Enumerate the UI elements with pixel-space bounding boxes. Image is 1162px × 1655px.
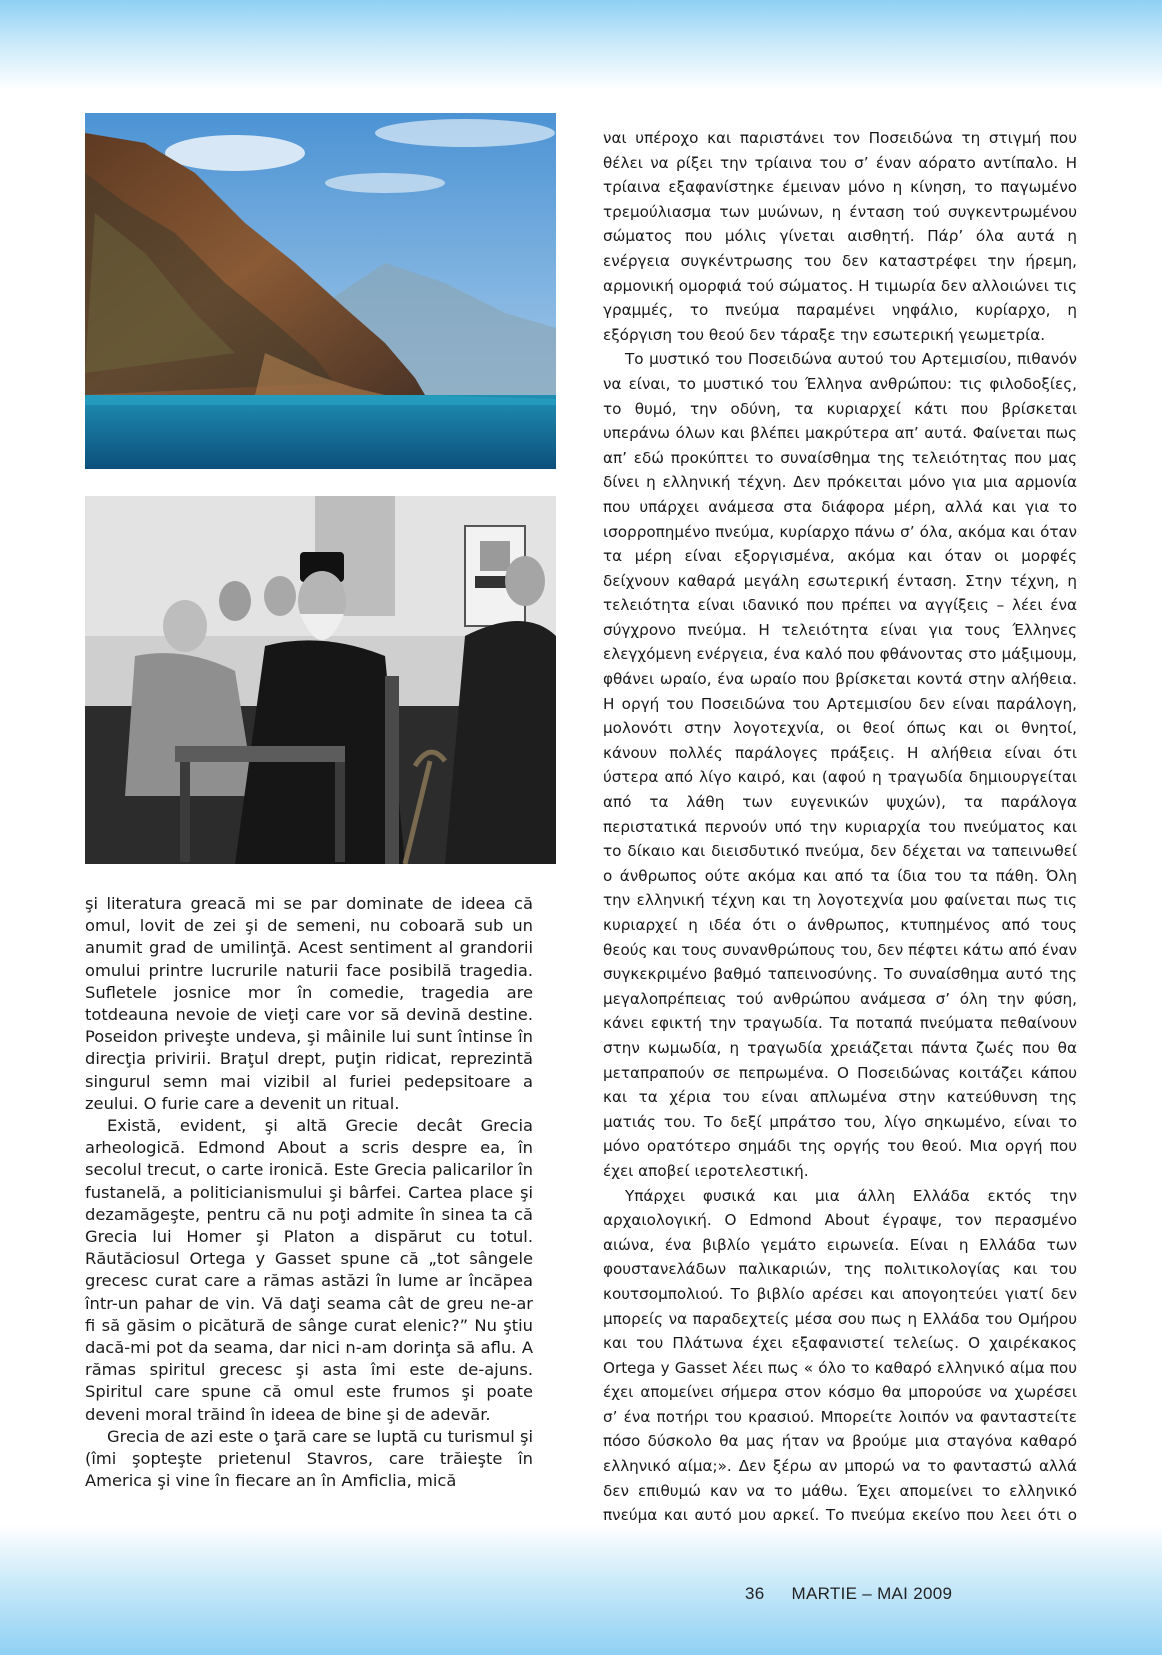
right-text-column bbox=[603, 126, 1077, 1577]
left-paragraph-1: şi literatura greacă mi se par dominate de ideea că omul, lovit de zei şi de semeni, nu coboară sub un anumit grad de umilinţă. Acest sentiment al grandorii omului printre lucrurile naturii face posibilă tragedia. Sufletele josnice mor în comedie, tragedia are totdeauna nevoie de vieţi care vor să devină destine. Poseidon priveşte undeva, şi mâinile lui sunt întinse în direcţia privirii. Braţul drept, puţin ridicat, reprezintă singurul semn mai vizibil al furiei pedepsitoare a zeului. O furie care a devenit un ritual. bbox=[85, 894, 533, 1113]
page-number: 36 bbox=[745, 1584, 765, 1603]
villagers-photo bbox=[85, 496, 556, 864]
left-paragraph-3: Grecia de azi este o ţară care se luptă cu turismul şi (îmi şopteşte prietenul Stavros, care trăieşte în America şi vine în fiecare an în Amficlia, mică bbox=[85, 1426, 533, 1491]
right-paragraph-2: Το μυστικό του Ποσειδώνα αυτού του Αρτεμισίου, πιθανόν να είναι, το μυστικό του Έλληνα ανθρώπου: τις φιλοδοξίες, το θυμό, την οδύνη, τα κυριαρχεί κάτι που βρίσκεται υπεράνω όλων και βλέπει μακρύτερα απ’ αυτά. Φαίνεται πως απ’ εδώ προκύπτει το συναίσθημα της τελειότητας που μας δίνει η ελληνική τέχνη. Δεν πρόκειται μόνο για μια αρμονία που υπάρχει ανάμεσα στα διάφορα μέρη, αλλά και για το ισορροπημένο πνεύμα, κυρίαρχο πάνω σ’ όλα, ακόμα και όταν τα μέρη είναι εξοργισμένα, ακόμα και όταν οι μορφές δείχνουν καθαρά μεγάλη εσωτερική ένταση. Στην τέχνη, η τελειότητα είναι ιδανικό που πρέπει να αγγίξεις – λέει ένα σύγχρονο πνεύμα. Η τελειότητα είναι για τους Έλληνες ελεγχόμενη ενέργεια, ένα καλό που φθάνοντας στο μάξιμουμ, φθάνει ωραίο, ένα ωραίο που βρίσκεται κοντά στην αλήθεια. Η οργή του Ποσειδώνα του Αρτεμισίου δεν είναι παράλογη, μολονότι στην λογοτεχνία, οι θεοί όπως και οι θνητοί, κάνουν πολλές παράλογες πράξεις. Η αλήθεια είναι ότι ύστερα από λίγο καιρό, και (αφού η τραγωδία δημιουργείται από τα λάθη των ευγενικών ψυχών), τα παράλογα περιστατικά περνούν υπό την κυριαρχία του πνεύματος και το δίκαιο και διεισδυτικό πνεύμα, δεν δέχεται να ταπεινωθεί ο άνθρωπος ούτε ακόμα και από τα ίδια του τα πάθη. Όλη την ελληνική τέχνη και τη λογοτεχνία μου φαίνεται πως τις κυριαρχεί η ιδέα ότι ο άνθρωπος, κτυπημένος από τους θεούς και τους συνανθρώπους του, δεν πέφτει κάτω από έναν συγκεκριμένο βαθμό ταπεινοσύνης. Το συναίσθημα αυτό της μεγαλοπρέπειας τού ανθρώπου ανάμεσα σ’ όλη την φύση, κάνει εφικτή την τραγωδία. Τα ποταπά πνεύματα πεθαίνουν στην κωμωδία, η τραγωδία χρειάζεται πάντα ζωές που θα μεταπραπούν σε πεπρωμένα. Ο Ποσειδώνας κοιτάζει κάπου και τα χέρια του είναι απλωμένα στην κατεύθυνση της ματιάς του. Το δεξί μπράτσο του, λίγο σηκωμένο, είναι το μόνο ορατότερο σημάδι της οργής του θεού. Μια οργή που έχει αποβεί ιεροτελεστική. bbox=[603, 350, 1077, 1180]
bottom-gradient-band bbox=[0, 1525, 1162, 1655]
right-paragraph-3: Υπάρχει φυσικά και μια άλλη Ελλάδα εκτός την αρχαιολογική. Ο Edmond About έγραψε, τον περασμένο αιώνα, ένα βιβλίο γεμάτο ειρωνεία. Είναι η Ελλάδα των φουστανελάδων παλικαριών, της πολιτικολογίας και του κουτσομπολιού. Το βιβλίο αρέσει και απογοητεύει γιατί δεν μπορείς να παραδεχτείς μέσα σου πως η Ελλάδα του Ομήρου και του Πλάτωνα έχει εξαφανιστεί τελείως. Ο χαιρέκακος Ortega y Gasset λέει πως « όλο το καθαρό ελληνικό αίμα που έχει απομείνει σήμερα στον κόσμο θα μπορούσε να χωρέσει σ’ ένα ποτήρι του κρασιού. Μπορείτε λοιπόν να φανταστείτε πόσο δύσκολο θα μας ήταν να βρούμε μια σταγόνα καθαρό ελληνικό αίμα;». Δεν ξέρω αν μπορώ να το φανταστώ αλλά δεν επιθυμώ καν να το μάθω. Έχει απομείνει το ελληνικό πνεύμα και αυτό μου αρκεί. Το πνεύμα εκείνο που λεει ότι ο bbox=[603, 1186, 1077, 1525]
left-text-column bbox=[85, 893, 533, 1492]
left-paragraph-2: Există, evident, şi altă Grecie decât Grecia arheologică. Edmond About a scris despre ea, în secolul trecut, o carte ironică. Este Grecia palicarilor în fustanelă, a politicianismului şi bârfei. Cartea place şi dezamăgeşte, pentru că nu poţi admite în sinea ta că Grecia lui Homer şi Platon a dispărut cu totul. Răutăciosul Ortega y Gasset spune că „tot sângele grecesc curat care a rămas astăzi în lume ar încăpea într-un pahar de vin. Vă daţi seama cât de greu ne-ar fi să găsim o picătură de sânge curat elenic?” Nu ştiu dacă-mi pot da seama, dar nici n-am dorinţa să aflu. A rămas spiritul grecesc şi asta îmi este de-ajuns. Spiritul care spune că omul este frumos şi poate deveni moral trăind în ideea de bine şi de adevăr. bbox=[85, 1116, 533, 1424]
top-gradient-band bbox=[0, 0, 1162, 90]
page-footer bbox=[745, 1584, 952, 1604]
coast-photo bbox=[85, 113, 556, 469]
right-paragraph-1: ναι υπέροχο και παριστάνει τον Ποσειδώνα τη στιγμή που θέλει να ρίξει την τρίαινα του σ’ έναν αόρατο αντίπαλο. Η τρίαινα εξαφανίστηκε έμειναν μόνο η κίνηση, το παγωμένο τρεμούλιασμα των μυώνων, η ένταση τού συγκεντρωμένου σώματος που μόλις γίνεται αισθητή. Πάρ’ όλα αυτά η ενέργεια συγκέντρωσης του δεν καταστρέφει την ήρεμη, αρμονική ομορφιά τού σώματος. Η τιμωρία δεν αλλοιώνει τις γραμμές, το πνεύμα παραμένει νηφάλιο, κυρίαρχο, η εξόργιση του θεού δεν τάραξε την εσωτερική γεωμετρία. bbox=[603, 129, 1077, 344]
issue-date: MARTIE – MAI 2009 bbox=[791, 1584, 953, 1603]
